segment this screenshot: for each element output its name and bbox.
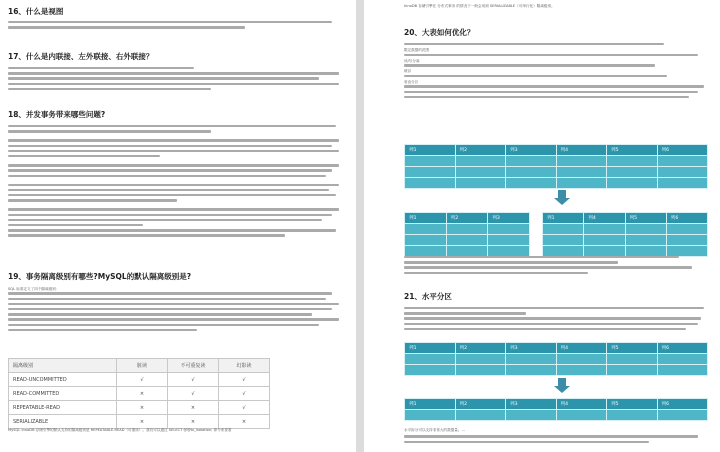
isolation-footnote-text: MySQL InnoDB 存储引擎的默认支持的隔离级别是 REPEATABLE-READ（可重读）。我们可以通过 SELECT @@tx_isolation; 命令来查看: [8, 428, 232, 432]
vertical-partition-after-left: [404, 212, 530, 257]
section-20: [404, 28, 710, 101]
table-header-row: [9, 359, 270, 373]
table-cell: √: [219, 401, 270, 415]
diagram-cell: 列4: [556, 145, 607, 156]
diagram-cell: 列3: [506, 145, 557, 156]
horizontal-partition-after: [404, 398, 708, 421]
section-20-body: [404, 43, 710, 98]
diagram-cell: 列2: [455, 399, 506, 410]
diagram-cell: 列1: [405, 145, 456, 156]
diagram-row: [405, 213, 530, 224]
diagram-cell: 列5: [607, 343, 658, 354]
diagram-cell: 列5: [625, 213, 666, 224]
section-20-tail: [404, 256, 710, 277]
diagram-row: [543, 213, 708, 224]
section-16-title: 16、什么是视图: [8, 7, 64, 16]
table-header-cell: 幻影读: [219, 359, 270, 373]
diagram-row: [405, 167, 708, 178]
diagram-cell: 列1: [405, 213, 447, 224]
table-header-cell: 脏读: [117, 359, 168, 373]
table-cell: √: [117, 373, 168, 387]
diagram-cell: 列6: [657, 145, 708, 156]
diagram-cell: 列6: [657, 399, 708, 410]
diagram-row: [405, 246, 530, 257]
vertical-partition-label: 垂直分区: [404, 79, 419, 84]
diagram-row: [405, 365, 708, 376]
section-16-body: [8, 21, 346, 29]
cache-label: 缓存: [404, 69, 412, 74]
section-16: [8, 7, 346, 31]
left-page: [0, 0, 356, 452]
table-cell: ×: [117, 387, 168, 401]
table-row: [9, 373, 270, 387]
horizontal-partition-before: [404, 342, 708, 376]
diagram-cell: 列1: [405, 399, 456, 410]
diagram-row: [405, 156, 708, 167]
section-19-title: 19、事务隔离级别有哪些?MySQL的默认隔离级别是?: [8, 272, 192, 281]
diagram-row: [405, 399, 708, 410]
section-17: [8, 52, 346, 93]
bottom-note: [404, 428, 710, 446]
table-row: [9, 415, 270, 429]
table-cell: SERIALIZABLE: [9, 415, 117, 429]
table-cell: √: [168, 373, 219, 387]
diagram-row: [405, 354, 708, 365]
top-note-text: InnoDB 存储引擎在 分布式事务 的情况下一般会用到 SERIALIZABLE（可串行化）隔离级别。: [404, 4, 555, 8]
diagram-cell: 列5: [607, 399, 658, 410]
section-20-title: 20、大表如何优化？: [404, 28, 475, 37]
arrow-down-icon: [558, 378, 566, 386]
table-header-cell: 隔离级别: [9, 359, 117, 373]
diagram-row: [543, 235, 708, 246]
diagram-row: [405, 235, 530, 246]
section-18: [8, 110, 346, 240]
diagram-cell: 列2: [455, 145, 506, 156]
right-page: [364, 0, 720, 452]
diagram-cell: 列1: [543, 213, 584, 224]
table-cell: ×: [168, 415, 219, 429]
read-write-split-label: 读/写分离: [404, 58, 420, 63]
isolation-footnote: [8, 428, 346, 433]
section-19-body: [8, 287, 346, 331]
diagram-row: [405, 343, 708, 354]
isolation-intro: SQL 标准定义了四个隔离级别：: [8, 287, 60, 291]
section-21-title: 21、水平分区: [404, 292, 452, 301]
arrow-down-icon: [558, 190, 566, 198]
diagram-cell: 列3: [506, 399, 557, 410]
table-cell: REPEATABLE-READ: [9, 401, 117, 415]
diagram-cell: 列3: [488, 213, 530, 224]
table-cell: ×: [219, 415, 270, 429]
diagram-cell: 列4: [556, 399, 607, 410]
section-21-body: [404, 307, 710, 330]
table-cell: READ-COMMITTED: [9, 387, 117, 401]
diagram-cell: 列3: [506, 343, 557, 354]
diagram-cell: 列5: [607, 145, 658, 156]
diagram-cell: 列2: [455, 343, 506, 354]
section-17-title: 17、什么是内联接、左外联接、右外联接？: [8, 52, 154, 61]
section-17-body: [8, 67, 346, 90]
section-18-title: 18、并发事务带来哪些问题?: [8, 110, 106, 119]
table-row: [9, 401, 270, 415]
diagram-row: [405, 145, 708, 156]
table-header-cell: 不可重复读: [168, 359, 219, 373]
diagram-cell: 列4: [584, 213, 625, 224]
diagram-cell: 列6: [666, 213, 707, 224]
vertical-partition-before: [404, 144, 708, 189]
limit-range-label: 限定数据的范围: [404, 48, 430, 53]
diagram-cell: 列1: [405, 343, 456, 354]
diagram-row: [405, 178, 708, 189]
table-cell: ×: [117, 401, 168, 415]
diagram-cell: 列4: [556, 343, 607, 354]
top-note: [404, 4, 710, 9]
section-19: [8, 272, 346, 334]
diagram-cell: 列6: [657, 343, 708, 354]
table-row: [9, 387, 270, 401]
table-cell: ×: [168, 401, 219, 415]
table-cell: √: [219, 387, 270, 401]
table-cell: √: [168, 387, 219, 401]
diagram-row: [405, 410, 708, 421]
section-18-body: [8, 125, 346, 237]
diagram-row: [543, 246, 708, 257]
bottom-note-text: 水平拆分可以支持非常大的数据量。…: [404, 428, 466, 432]
vertical-partition-after-right: [542, 212, 708, 257]
diagram-row: [543, 224, 708, 235]
diagram-cell: 列2: [446, 213, 488, 224]
section-21: [404, 292, 710, 333]
table-cell: ×: [117, 415, 168, 429]
isolation-level-table: [8, 358, 270, 429]
table-cell: READ-UNCOMMITTED: [9, 373, 117, 387]
diagram-row: [405, 224, 530, 235]
table-cell: √: [219, 373, 270, 387]
